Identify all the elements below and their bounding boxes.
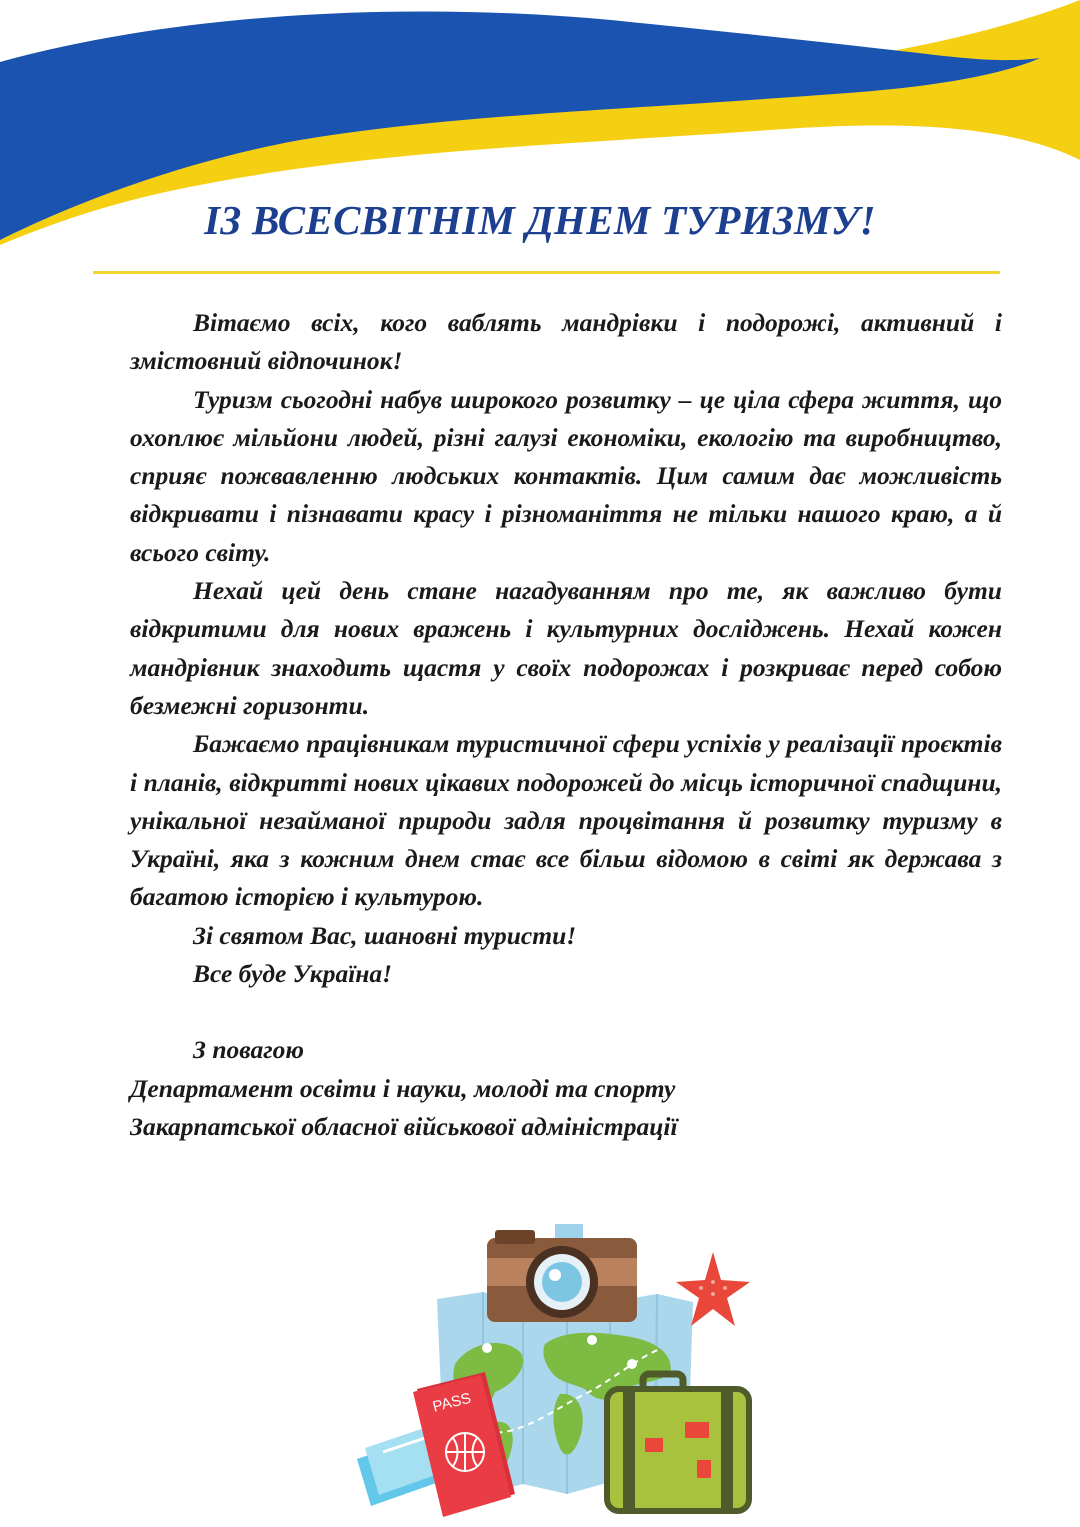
travel-illustration bbox=[355, 1224, 760, 1520]
spacer bbox=[130, 993, 1002, 1031]
signature-department: Департамент освіти і науки, молоді та спорту bbox=[130, 1073, 676, 1103]
title-divider bbox=[93, 271, 1000, 274]
suitcase-icon bbox=[607, 1374, 749, 1511]
paragraph-greeting-intro: Вітаємо всіх, кого ваблять мандрівки і подорожі, активний і змістовний відпочинок! bbox=[130, 308, 1002, 376]
letter-body bbox=[130, 304, 1002, 1146]
paragraph-wishes: Бажаємо працівникам туристичної сфери успіхів у реалізації проєктів і планів, відкритті нових цікавих подорожей до місць історичної спадщини, унікальної незайманої природи задля процвітання й розвитку туризму в Україні, яка з кожним днем стає все більш відомою в світі як держава з багатою історією і культурою. bbox=[130, 729, 1002, 912]
paragraph-reminder: Нехай цей день стане нагадуванням про те, як важливо бути відкритими для нових вражень і культурних досліджень. Нехай кожен мандрівник знаходить щастя у своїх подорожах і розкриває перед собою безмежні горизонти. bbox=[130, 576, 1002, 720]
passport-label: PASS bbox=[430, 1389, 473, 1416]
greeting-line: Зі святом Вас, шановні туристи! bbox=[193, 920, 577, 950]
slogan-line: Все буде Україна! bbox=[193, 959, 393, 989]
camera-icon bbox=[487, 1224, 637, 1322]
page-title: ІЗ ВСЕСВІТНІМ ДНЕМ ТУРИЗМУ! bbox=[204, 197, 876, 243]
regards-line: З повагою bbox=[193, 1035, 305, 1065]
signature-administration: Закарпатської обласної військової адміністрації bbox=[130, 1111, 678, 1141]
paragraph-tourism-development: Туризм сьогодні набув широкого розвитку – це ціла сфера життя, що охоплює мільйони людей, різні галузі економіки, екологію та виробництво, сприяє пожвавленню людських контактів. Цим самим дає можливість відкривати і пізнавати красу і різноманіття не тільки нашого краю, а й всього світу. bbox=[130, 384, 1002, 567]
